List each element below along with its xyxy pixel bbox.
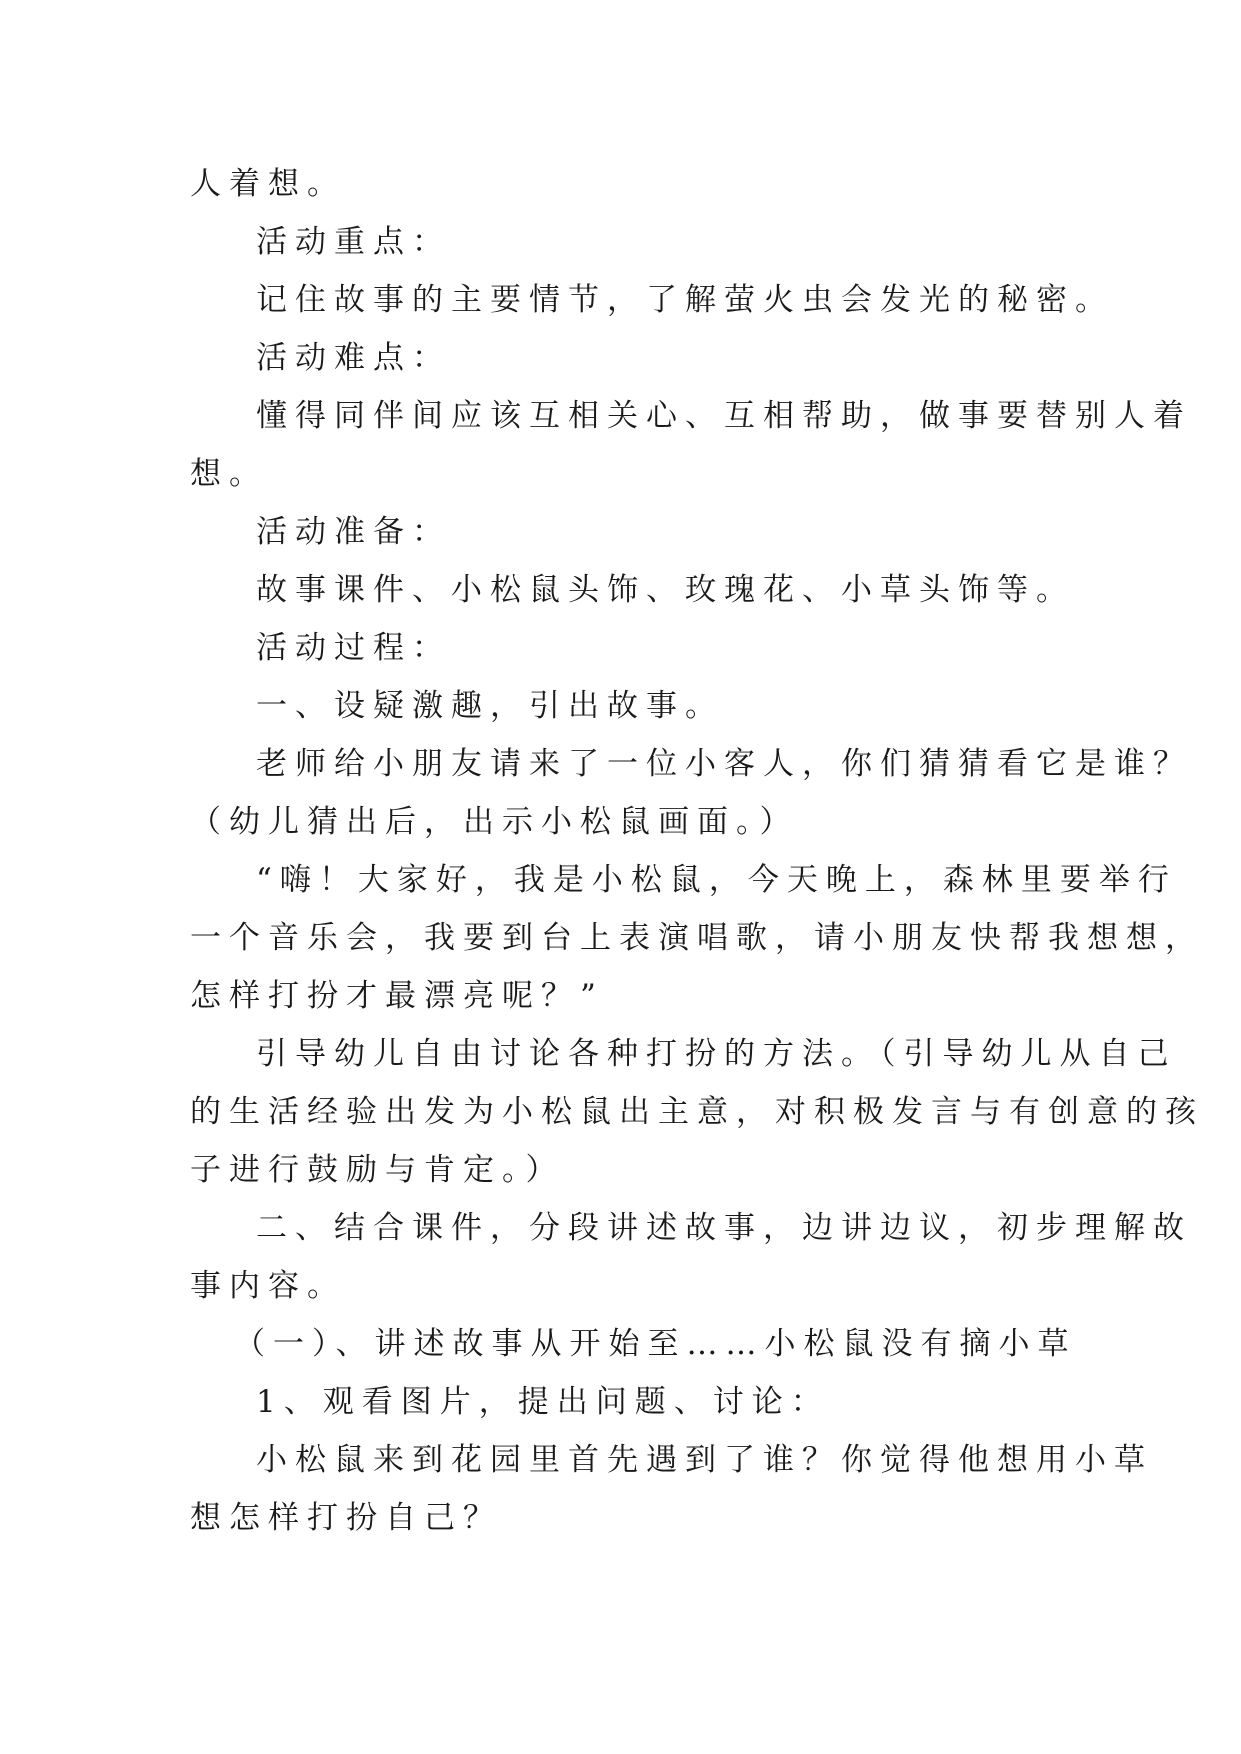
paragraph-line: 懂得同伴间应该互相关心、互相帮助，做事要替别人着 (256, 398, 1192, 434)
section-heading: 活动过程： (256, 630, 451, 666)
paragraph-line: 记住故事的主要情节，了解萤火虫会发光的秘密。 (256, 282, 1114, 318)
paragraph-line: 引导幼儿自由讨论各种打扮的方法。（引导幼儿从自己 (256, 1036, 1177, 1072)
quote-line: 一个音乐会，我要到台上表演唱歌，请小朋友快帮我想想， (190, 920, 1204, 956)
paragraph-line: 子进行鼓励与肯定。） (190, 1152, 565, 1188)
paragraph-line: （幼儿猜出后，出示小松鼠画面。） (190, 804, 799, 840)
section-heading: 活动重点： (256, 224, 451, 260)
document-body (190, 155, 1204, 1547)
paragraph-line: 想。 (190, 456, 268, 492)
step-heading: 一、设疑激趣，引出故事。 (256, 688, 724, 724)
sub-step-heading: 1、观看图片，提出问题、讨论： (256, 1384, 830, 1420)
paragraph-line: 人着想。 (190, 166, 346, 202)
step-heading: 二、结合课件，分段讲述故事，边讲边议，初步理解故 (256, 1210, 1192, 1246)
step-heading: 事内容。 (190, 1268, 346, 1304)
paragraph-line: 老师给小朋友请来了一位小客人，你们猜猜看它是谁？ (256, 746, 1192, 782)
quote-line: “嗨！大家好，我是小松鼠，今天晚上，森林里要举行 (256, 862, 1177, 898)
quote-line: 怎样打扮才最漂亮呢？” (190, 978, 604, 1014)
sub-step-heading: （一）、讲述故事从开始至……小松鼠没有摘小草 (234, 1326, 1077, 1362)
section-heading: 活动难点： (256, 340, 451, 376)
paragraph-line: 的生活经验出发为小松鼠出主意，对积极发言与有创意的孩 (190, 1094, 1204, 1130)
paragraph-line: 小松鼠来到花园里首先遇到了谁？你觉得他想用小草 (256, 1442, 1153, 1478)
section-heading: 活动准备： (256, 514, 451, 550)
paragraph-line: 想怎样打扮自己？ (190, 1500, 502, 1536)
paragraph-line: 故事课件、小松鼠头饰、玫瑰花、小草头饰等。 (256, 572, 1075, 608)
